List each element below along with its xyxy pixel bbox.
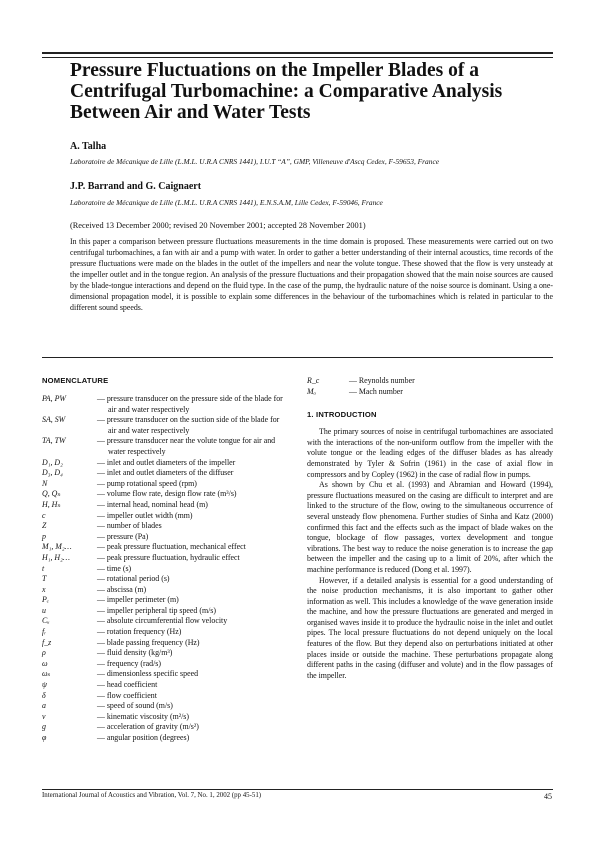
nomenclature-definition: — absolute circumferential flow velocity (97, 616, 228, 626)
left-column (42, 376, 288, 744)
journal-citation: International Journal of Acoustics and Vibration, Vol. 7, No. 1, 2002 (pp 45-51) (42, 792, 262, 799)
nomenclature-symbol: SA, SW (42, 415, 66, 425)
nomenclature-definition: — impeller peripheral tip speed (m/s) (97, 605, 216, 615)
nomenclature-definition: — Reynolds number (349, 376, 415, 385)
intro-paragraph: However, if a detailed analysis is essential for a good understanding of the noise production mechanisms, it is also important to gather other information as well. This includes a knowledge of the wave generation inside the machine, and how the pressure fluctuations are generated and merged in organised waves inside it to produce the hydraulic noise in the inlet and outlet pipes. The local pressure fluctuations do not depend uniquely on the local features of the flow. But they depend also on perturbations initiated at other places inside or outside the machine. These perturbations propagate along different paths in the casing (diffuser and volute) and in the flow passages of the impeller. (307, 575, 553, 680)
nomenclature-definition: — dimensionless specific speed (97, 669, 199, 679)
nomenclature-symbol: f_z (42, 637, 52, 647)
nomenclature-symbol: Cᵤ (42, 616, 50, 626)
nomenclature-symbol: T (42, 574, 47, 584)
nomenclature-item (42, 458, 288, 469)
nomenclature-symbol: ρ (42, 648, 46, 658)
nomenclature-definition: — rotation frequency (Hz) (97, 627, 182, 637)
nomenclature-symbol: Pₑ (42, 595, 49, 605)
nomenclature-symbol: ν (42, 711, 46, 721)
nomenclature-item (42, 606, 288, 617)
nomenclature-definition: — number of blades (97, 521, 162, 531)
footer-rule (42, 789, 553, 790)
nomenclature-item (42, 574, 288, 585)
affiliation-2: Laboratoire de Mécanique de Lille (L.M.L. U.R.A CNRS 1441), E.N.S.A.M, Lille Cedex, F-59046, France (70, 198, 383, 207)
nomenclature-item (42, 648, 288, 659)
nomenclature-item (42, 479, 288, 490)
paper-title: Pressure Fluctuations on the Impeller Blades of a Centrifugal Turbomachine: a Comparative Analysis Between Air and Water Tests (70, 60, 503, 123)
nomenclature-symbol: fᵣ (42, 627, 47, 637)
nomenclature-symbol: H, Hₙ (42, 499, 61, 509)
nomenclature-definition: — Mach number (349, 386, 403, 396)
nomenclature-symbol: H₁, H₂… (42, 552, 70, 562)
nomenclature-definition: — acceleration of gravity (m/s²) (97, 722, 199, 732)
nomenclature-item (42, 712, 288, 723)
nomenclature-item (42, 659, 288, 670)
nomenclature-item (42, 489, 288, 500)
nomenclature-definition: — blade passing frequency (Hz) (97, 637, 200, 647)
nomenclature-definition: — head coefficient (97, 680, 158, 690)
nomenclature-item (42, 638, 288, 649)
nomenclature-item (42, 701, 288, 712)
received-dates: (Received 13 December 2000; revised 20 November 2001; accepted 28 November 2001) (70, 221, 366, 230)
nomenclature-symbol: ψ (42, 680, 47, 690)
nomenclature-item (42, 511, 288, 522)
nomenclature-symbol: PA, PW (42, 394, 66, 403)
nomenclature-definition: — pressure transducer near the volute tongue for air and water respectively (97, 436, 276, 456)
nomenclature-definition: — pressure transducer on the suction side of the blade for air and water respectively (97, 415, 280, 435)
nomenclature-symbol: a (42, 701, 46, 711)
nomenclature-symbol: M₁, M₂… (42, 542, 72, 552)
nomenclature-definition: — peak pressure fluctuation, mechanical effect (97, 542, 246, 552)
nomenclature-symbol: c (42, 510, 46, 520)
nomenclature-symbol: TA, TW (42, 436, 66, 446)
nomenclature-definition: — fluid density (kg/m³) (97, 648, 173, 658)
nomenclature-definition: — pump rotational speed (rpm) (97, 478, 197, 488)
nomenclature-symbol: R_c (307, 376, 320, 385)
nomenclature-definition: — angular position (degrees) (97, 733, 190, 742)
nomenclature-definition: — time (s) (97, 563, 132, 573)
nomenclature-item (42, 532, 288, 543)
intro-paragraph: As shown by Chu et al. (1993) and Abramian and Howard (1994), pressure fluctuations measured on the casing are difficult to interpret and are linked to the structure of the flow, owing to the simultaneous occurrence of several unsteady flow phenomena. Further studies of Sinha and Katz (2000) confirmed this fact and the effects such as the impact of blade wakes on the tongue, blockage of flow passages, vortex development and tongue vibrations. The best way to reduce the noise generation is to increase the gap between the impeller and the casing up to a limit of 20%, after which the machine performance is reduced (Dong et al. 1997). (307, 480, 553, 574)
nomenclature-definition: — peak pressure fluctuation, hydraulic effect (97, 552, 240, 562)
introduction-body (307, 427, 553, 681)
top-rule-thin (42, 57, 553, 58)
intro-paragraph: The primary sources of noise in centrifugal turbomachines are associated with the interactions of the non-uniform outflow from the impeller with the volute tongue or the leading edges of the diffuser blades as has already demonstrated by Tyler & Sofrin (1961) in the case of axial flow in compressors and by Copley (1962) in the case of radial flow in pumps. (307, 427, 553, 479)
nomenclature-symbol: ωₛ (42, 669, 51, 679)
nomenclature-heading: NOMENCLATURE (42, 376, 109, 385)
nomenclature-item (42, 722, 288, 733)
nomenclature-symbol: Z (42, 521, 47, 531)
nomenclature-symbol: ω (42, 658, 48, 668)
nomenclature-symbol: φ (42, 733, 47, 742)
introduction-heading: 1. INTRODUCTION (307, 410, 377, 420)
right-column (307, 376, 553, 681)
author-2: J.P. Barrand and G. Caignaert (70, 181, 202, 192)
nomenclature-item (42, 468, 288, 479)
nomenclature-symbol: D₃, D₄ (42, 468, 63, 478)
nomenclature-symbol: N (42, 478, 48, 488)
nomenclature-definition: — internal head, nominal head (m) (97, 499, 208, 509)
nomenclature-item (42, 415, 288, 436)
nomenclature-item (42, 521, 288, 532)
nomenclature-definition: — kinematic viscosity (m²/s) (97, 711, 189, 721)
nomenclature-definition: — flow coefficient (97, 690, 157, 700)
nomenclature-item (307, 376, 553, 387)
nomenclature-item (42, 595, 288, 606)
extra-nomenclature-list (307, 376, 553, 397)
nomenclature-symbol: Q, Qₙ (42, 489, 61, 499)
nomenclature-symbol: Mₐ (307, 386, 316, 396)
page-number: 45 (544, 792, 552, 801)
nomenclature-definition: — pressure (Pa) (97, 531, 149, 541)
nomenclature-symbol: D₁, D₂ (42, 457, 63, 467)
nomenclature-definition: — frequency (rad/s) (97, 658, 161, 668)
affiliation-1: Laboratoire de Mécanique de Lille (L.M.L. U.R.A CNRS 1441), I.U.T “A”, GMP, Villeneuve d'Ascq Cedex, F-59653, France (70, 157, 440, 166)
nomenclature-item (42, 616, 288, 627)
nomenclature-symbol: t (42, 563, 45, 573)
nomenclature-item (42, 680, 288, 691)
top-rule-thick (42, 52, 553, 54)
nomenclature-symbol: g (42, 722, 46, 732)
nomenclature-item (307, 387, 553, 398)
nomenclature-definition: — impeller outlet width (mm) (97, 510, 193, 520)
nomenclature-item (42, 436, 288, 457)
section-divider (42, 357, 553, 358)
nomenclature-symbol: u (42, 605, 46, 615)
nomenclature-item (42, 542, 288, 553)
nomenclature-symbol: p (42, 531, 46, 541)
nomenclature-symbol: δ (42, 690, 46, 700)
nomenclature-definition: — impeller perimeter (m) (97, 595, 179, 605)
nomenclature-definition: — speed of sound (m/s) (97, 701, 173, 711)
nomenclature-definition: — volume flow rate, design flow rate (m³/s) (97, 489, 237, 499)
nomenclature-definition: — abscissa (m) (97, 584, 147, 594)
abstract: In this paper a comparison between pressure fluctuations measurements in the time domain is proposed. These measurements were carried out on two centrifugal turbomachines, a fan with air and a pump with water. In order to gather a better understanding of their internal acoustics, time records of the pressure fluctuations were made on the blades in the outlet of the impellers and near the volute tongue. These showed that the flow is very unsteady at the impeller outlet and in the tongue region. An analysis of the pressure fluctuations and their propagation showed that the main noise sources are caused by the blade-tongue interactions and depend on the fluid type. In the case of the pump, the hydraulic nature of the noise source is dominant. Using a one-dimensional propagation model, it is possible to explain some differences in the behaviour of the turbomachines which is related in particular to the different sound speeds. (70, 237, 553, 312)
nomenclature-item (42, 733, 288, 744)
nomenclature-item (42, 564, 288, 575)
nomenclature-definition: — inlet and outlet diameters of the diffuser (97, 468, 234, 478)
nomenclature-item (42, 627, 288, 638)
nomenclature-symbol: x (42, 584, 46, 594)
nomenclature-definition: — inlet and outlet diameters of the impeller (97, 457, 236, 467)
author-1: A. Talha (70, 141, 107, 152)
nomenclature-definition: — rotational period (s) (97, 574, 170, 584)
nomenclature-item (42, 394, 288, 415)
nomenclature-item (42, 691, 288, 702)
nomenclature-item (42, 585, 288, 596)
nomenclature-list (42, 394, 288, 744)
nomenclature-item (42, 553, 288, 564)
nomenclature-item (42, 669, 288, 680)
nomenclature-definition: — pressure transducer on the pressure side of the blade for air and water respectively (97, 394, 283, 414)
nomenclature-item (42, 500, 288, 511)
